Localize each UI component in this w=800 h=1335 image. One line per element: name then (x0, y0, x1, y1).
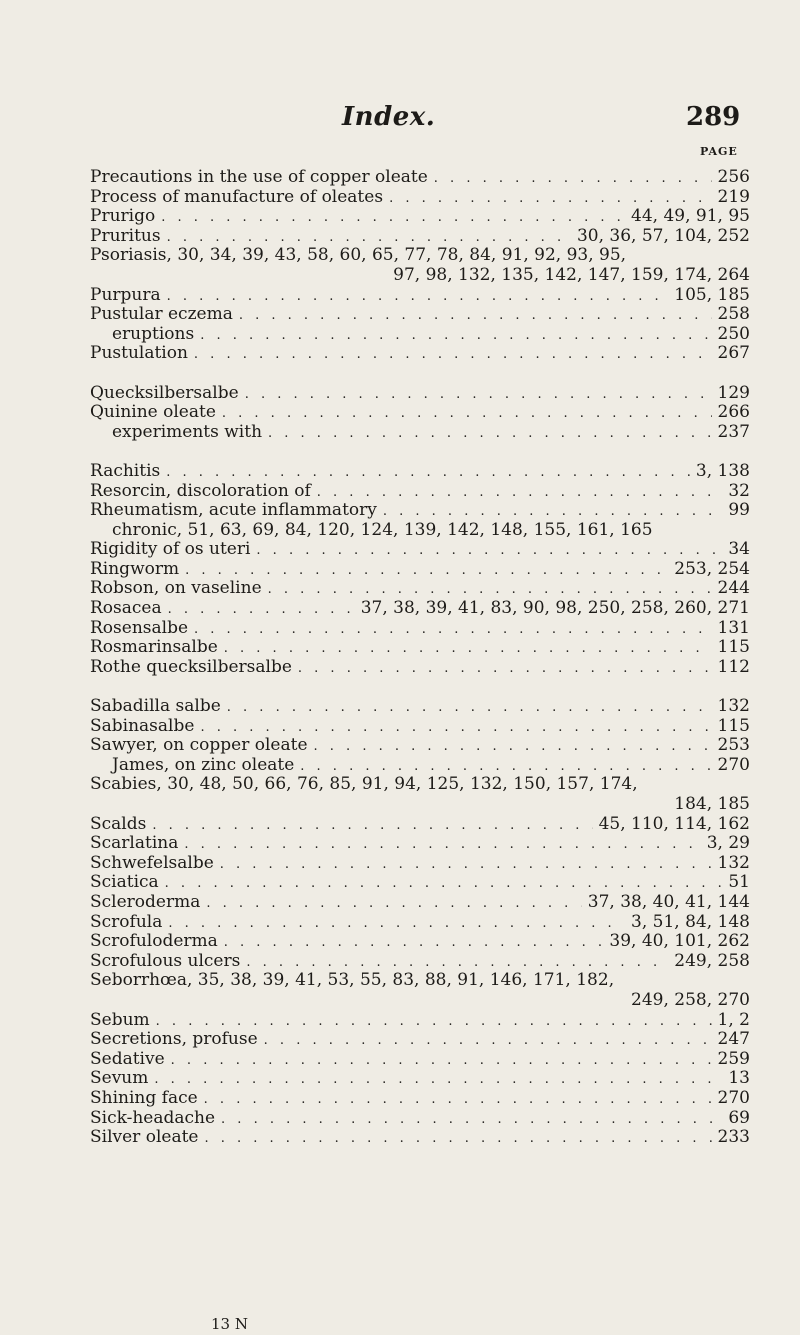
index-term: Pustulation (90, 343, 188, 364)
index-entry (90, 717, 750, 737)
index-term: Rosmarinsalbe (90, 637, 218, 658)
index-pages: 219 (717, 186, 750, 207)
index-term: Psoriasis, 30, 34, 39, 43, 58, 60, 65, 77, 78, 84, 91, 92, 93, 95, (90, 245, 627, 266)
index-term: Robson, on vaseline (90, 578, 262, 599)
index-entry (90, 971, 750, 991)
dot-leader (268, 424, 712, 444)
index-pages: 3, 51, 84, 148 (631, 911, 750, 932)
index-term: Quinine oleate (90, 402, 216, 423)
index-entry (90, 384, 750, 404)
section-spacer (90, 677, 750, 697)
index-pages: 13 (728, 1068, 750, 1089)
dot-leader (152, 816, 592, 836)
index-subentry (90, 521, 750, 541)
index-term: eruptions (112, 323, 195, 344)
index-entry (90, 188, 750, 208)
index-entry (90, 227, 750, 247)
index-pages: 32 (728, 480, 750, 501)
index-term: Precautions in the use of copper oleate (90, 167, 428, 187)
index-entry (90, 697, 750, 717)
dot-leader (206, 894, 581, 914)
dot-leader (204, 1129, 711, 1149)
index-entry (90, 482, 750, 502)
index-term: Sebum (90, 1009, 150, 1030)
index-entry (90, 344, 750, 364)
index-pages: 37, 38, 40, 41, 144 (587, 891, 750, 912)
index-continuation (90, 795, 750, 815)
header-title: Index. (342, 102, 436, 132)
index-entry (90, 501, 750, 521)
index-entry (90, 168, 750, 188)
dot-leader (222, 404, 712, 424)
index-continuation (90, 266, 750, 286)
index-term: Scabies, 30, 48, 50, 66, 76, 85, 91, 94, 125, 132, 150, 157, 174, (90, 774, 638, 795)
index-entry (90, 1109, 750, 1129)
index-term: Purpura (90, 284, 161, 305)
index-pages: 253 (717, 735, 750, 756)
index-pages: 249, 258, 270 (631, 989, 750, 1010)
dot-leader (317, 483, 723, 503)
index-term: Sevum (90, 1068, 149, 1089)
dot-leader (184, 835, 700, 855)
index-entry (90, 246, 750, 266)
index-continuation (90, 991, 750, 1011)
index-entry (90, 286, 750, 306)
index-entry (90, 305, 750, 325)
index-pages: 45, 110, 114, 162 (598, 813, 750, 834)
index-term: Sedative (90, 1048, 165, 1069)
index-entry (90, 462, 750, 482)
index-term: Scrofula (90, 911, 163, 932)
index-term: Prurigo (90, 206, 156, 227)
index-pages: 37, 38, 39, 41, 83, 90, 98, 250, 258, 260, 271 (360, 598, 750, 619)
index-entry (90, 736, 750, 756)
dot-leader (264, 1031, 712, 1051)
dot-leader (194, 620, 712, 640)
running-header (0, 102, 800, 142)
index-pages: 115 (717, 715, 750, 736)
section-spacer (90, 442, 750, 462)
index-pages: 233 (717, 1127, 750, 1148)
dot-leader (161, 208, 625, 228)
index-term: Scrofulous ulcers (90, 950, 241, 971)
index-term: Scarlatina (90, 833, 179, 854)
index-pages: 112 (717, 656, 750, 677)
page-number: 289 (686, 102, 741, 132)
dot-leader (314, 737, 712, 757)
index-term: Rothe quecksilbersalbe (90, 656, 292, 677)
dot-leader (224, 639, 712, 659)
index-pages: 3, 138 (695, 460, 750, 481)
dot-leader (200, 326, 711, 346)
index-term: Shining face (90, 1087, 198, 1108)
index-term: Pruritus (90, 225, 161, 246)
index-pages: 99 (728, 500, 750, 521)
index-entry (90, 1030, 750, 1050)
index-term: James, on zinc oleate (112, 754, 295, 775)
dot-leader (204, 1090, 712, 1110)
dot-leader (227, 698, 712, 718)
index-entry (90, 1089, 750, 1109)
index-entry (90, 658, 750, 678)
dot-leader (166, 463, 690, 483)
index-term: Rachitis (90, 460, 161, 481)
index-entry (90, 834, 750, 854)
dot-leader (167, 287, 669, 307)
dot-leader (224, 933, 604, 953)
index-pages: 132 (717, 696, 750, 717)
index-pages: 250 (717, 323, 750, 344)
dot-leader (245, 385, 712, 405)
index-pages: 51 (728, 872, 750, 893)
page-column-label: PAGE (700, 145, 738, 158)
dot-leader (383, 502, 722, 522)
index-pages: 256 (717, 167, 750, 187)
index-pages: 129 (717, 382, 750, 403)
index-term: Sabadilla salbe (90, 696, 221, 717)
index-entry (90, 775, 750, 795)
dot-leader (168, 914, 625, 934)
index-term: Rosensalbe (90, 617, 189, 638)
index-term: Secretions, profuse (90, 1029, 258, 1050)
printer-signature: 13 N (211, 1315, 248, 1333)
index-pages: 267 (717, 343, 750, 364)
index-entry (90, 913, 750, 933)
index-entry (90, 207, 750, 227)
index-term: Schwefelsalbe (90, 852, 214, 873)
dot-leader (194, 345, 712, 365)
dot-leader (171, 1051, 712, 1071)
index-term: Silver oleate (90, 1127, 199, 1148)
dot-leader (221, 1110, 722, 1130)
index-pages: 270 (717, 754, 750, 775)
index-entry (90, 619, 750, 639)
index-pages: 131 (717, 617, 750, 638)
index-term: Sick-headache (90, 1107, 216, 1128)
index-pages: 237 (717, 421, 750, 442)
index-pages: 105, 185 (674, 284, 750, 305)
index-term: chronic, 51, 63, 69, 84, 120, 124, 139, 142, 148, 155, 161, 165 (112, 519, 653, 540)
index-pages: 258 (717, 304, 750, 325)
dot-leader (434, 169, 712, 189)
index-subentry (90, 325, 750, 345)
index-pages: 30, 36, 57, 104, 252 (576, 225, 750, 246)
index-entry (90, 599, 750, 619)
index-term: Sabinasalbe (90, 715, 195, 736)
index-entry (90, 1050, 750, 1070)
index-entry (90, 932, 750, 952)
index-pages: 247 (717, 1029, 750, 1050)
index-entry (90, 1011, 750, 1031)
index-term: Resorcin, discoloration of (90, 480, 311, 501)
index-pages: 244 (717, 578, 750, 599)
index-term: Pustular eczema (90, 304, 233, 325)
index-pages: 39, 40, 101, 262 (609, 931, 750, 952)
index-term: Scleroderma (90, 891, 201, 912)
index-pages: 3, 29 (706, 833, 750, 854)
index-entry (90, 638, 750, 658)
section-spacer (90, 364, 750, 384)
index-pages: 259 (717, 1048, 750, 1069)
index-pages: 115 (717, 637, 750, 658)
index-pages: 1, 2 (717, 1009, 750, 1030)
index-entry (90, 873, 750, 893)
index-entry (90, 579, 750, 599)
index-term: Sawyer, on copper oleate (90, 735, 308, 756)
dot-leader (298, 659, 712, 679)
dot-leader (220, 855, 712, 875)
index-entry (90, 540, 750, 560)
index-pages: 270 (717, 1087, 750, 1108)
index-subentry (90, 423, 750, 443)
index-entry (90, 1128, 750, 1148)
index-pages: 184, 185 (674, 794, 750, 814)
index-entry (90, 893, 750, 913)
index-term: Scalds (90, 813, 147, 834)
index-entry (90, 854, 750, 874)
index-term: Rosacea (90, 598, 162, 619)
index-pages: 266 (717, 402, 750, 423)
dot-leader (154, 1070, 722, 1090)
index-entry (90, 952, 750, 972)
index-term: Ringworm (90, 558, 180, 579)
index-pages: 34 (728, 539, 750, 560)
index-term: Process of manufacture of oleates (90, 186, 384, 207)
index-term: experiments with (112, 421, 263, 442)
index-term: Rigidity of os uteri (90, 539, 251, 560)
index-list (90, 168, 750, 1148)
index-term: Sciatica (90, 872, 159, 893)
index-term: Scrofuloderma (90, 931, 218, 952)
index-entry (90, 815, 750, 835)
index-entry (90, 560, 750, 580)
index-pages: 44, 49, 91, 95 (631, 206, 750, 227)
index-pages: 97, 98, 132, 135, 142, 147, 159, 174, 264 (393, 264, 750, 285)
dot-leader (168, 600, 355, 620)
index-pages: 253, 254 (674, 558, 750, 579)
index-pages: 132 (717, 852, 750, 873)
dot-leader (256, 541, 722, 561)
index-term: Seborrhœa, 35, 38, 39, 41, 53, 55, 83, 88, 91, 146, 171, 182, (90, 970, 615, 991)
index-subentry (90, 756, 750, 776)
index-entry (90, 403, 750, 423)
index-pages: 249, 258 (674, 950, 750, 971)
index-term: Rheumatism, acute inflammatory (90, 500, 377, 521)
index-term: Quecksilbersalbe (90, 382, 239, 403)
dot-leader (239, 306, 712, 326)
index-pages: 69 (728, 1107, 750, 1128)
index-entry (90, 1069, 750, 1089)
